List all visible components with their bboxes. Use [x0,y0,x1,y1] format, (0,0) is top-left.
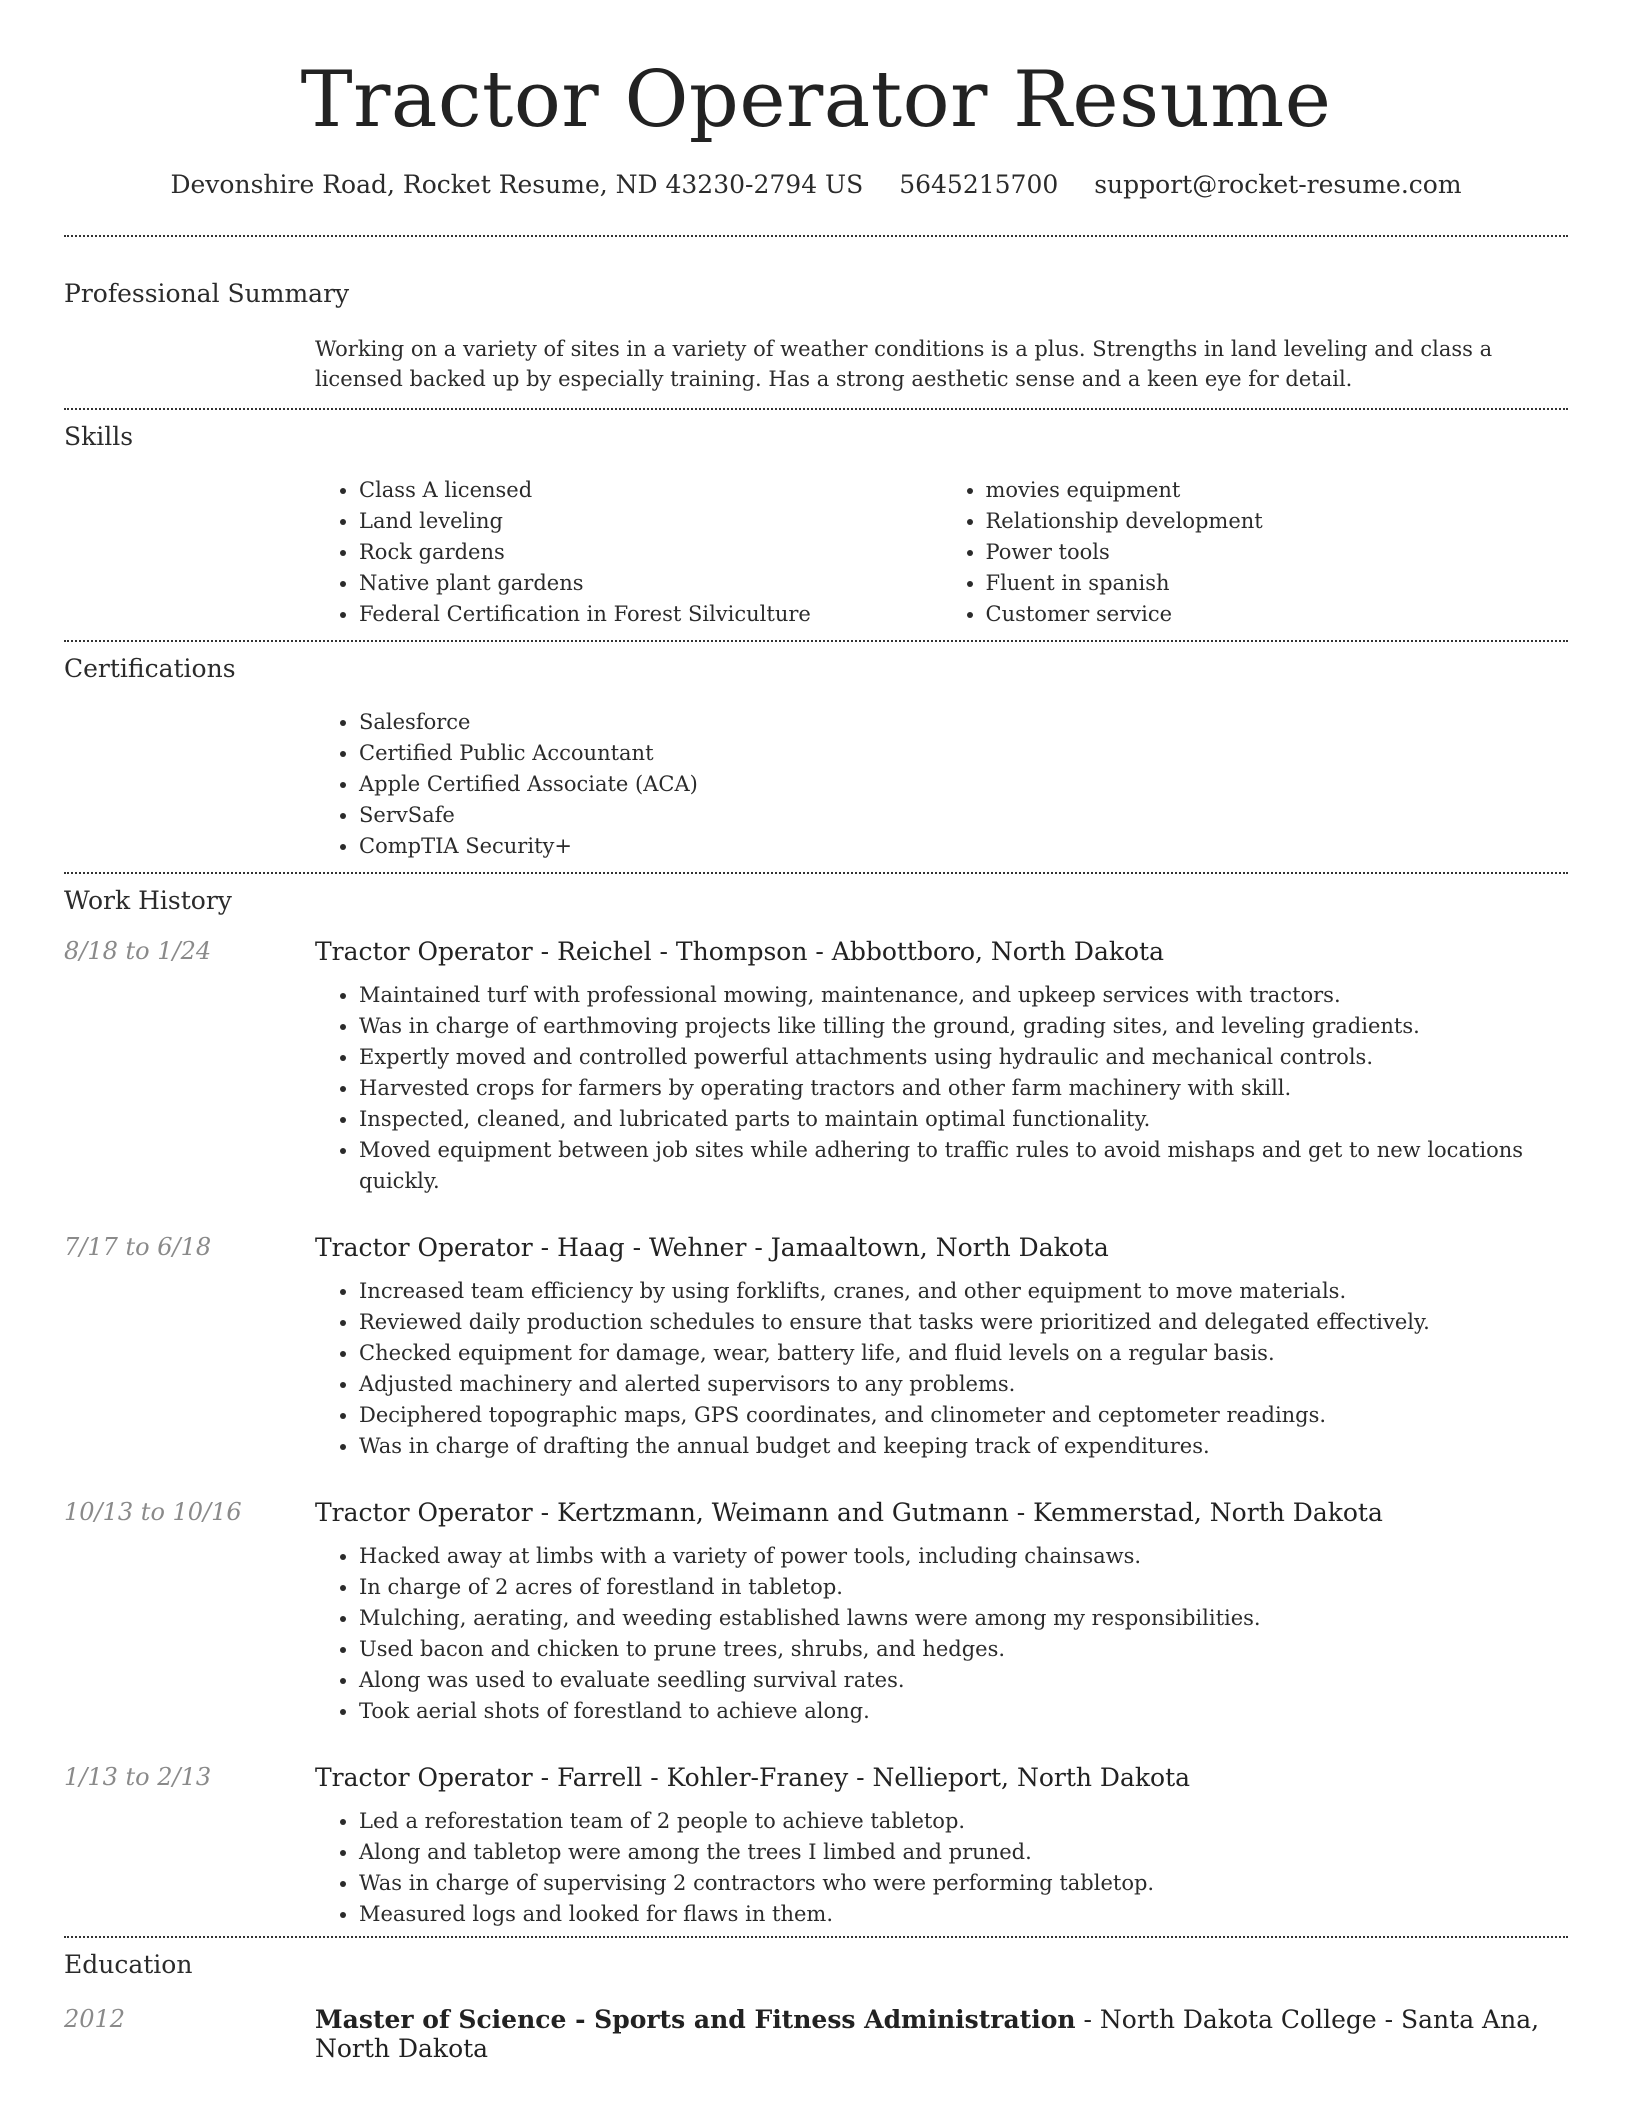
job-duties [315,980,1568,1197]
job-title: Tractor Operator - Reichel - Thompson - Abbottboro, North Dakota [315,937,1164,966]
list-item: • Land leveling [359,506,942,537]
list-item: • Measured logs and looked for flaws in them. [359,1899,1568,1930]
section-heading-skills: Skills [64,422,134,451]
job-duties-list [315,980,1568,1197]
education-year: 2012 [64,2005,126,2033]
education-degree: Master of Science - Sports and Fitness Administration [315,2005,1076,2034]
list-item: • Along and tabletop were among the trees I limbed and pruned. [359,1837,1568,1868]
contact-phone: 5645215700 [899,170,1059,199]
page-title: Tractor Operator Resume [300,55,1332,145]
list-item: • Along was used to evaluate seedling survival rates. [359,1665,1568,1696]
list-item: • Checked equipment for damage, wear, battery life, and fluid levels on a regular basis. [359,1338,1568,1369]
summary-text: Working on a variety of sites in a variety of weather conditions is a plus. Strengths in land leveling and class a licensed backed up by especially training. Has a strong aesthetic sense and a keen eye for detail. [315,337,1493,391]
job-date: 7/17 to 6/18 [64,1233,212,1261]
education-entry [64,2005,1568,2063]
job-duties-list [315,1541,1568,1727]
contact-address: Devonshire Road, Rocket Resume, ND 43230-2794 US [170,170,864,199]
resume-page [64,0,1568,2063]
skills-list-left [315,475,942,630]
certifications-section [64,654,1568,862]
divider [64,1936,1568,1938]
section-heading-work: Work History [64,886,232,915]
list-item: • ServSafe [359,800,1568,831]
job-entry [64,1233,1568,1462]
list-item: • Rock gardens [359,537,942,568]
job-date: 8/18 to 1/24 [64,937,212,965]
job-title: Tractor Operator - Kertzmann, Weimann and Gutmann - Kemmerstad, North Dakota [315,1498,1383,1527]
work-history-section [64,886,1568,1930]
job-title: Tractor Operator - Haag - Wehner - Jamaaltown, North Dakota [315,1233,1109,1262]
job-date: 10/13 to 10/16 [64,1498,242,1526]
skills-columns [315,475,1568,630]
list-item: • Took aerial shots of forestland to achieve along. [359,1696,1568,1727]
list-item: • Fluent in spanish [986,568,1569,599]
divider [64,640,1568,642]
list-item: • Reviewed daily production schedules to ensure that tasks were prioritized and delegated effectively. [359,1307,1568,1338]
list-item: • Was in charge of earthmoving projects like tilling the ground, grading sites, and leveling gradients. [359,1011,1568,1042]
contact-line [64,170,1568,199]
divider [64,408,1568,410]
list-item: • Salesforce [359,707,1568,738]
list-item: • In charge of 2 acres of forestland in tabletop. [359,1572,1568,1603]
list-item: • Inspected, cleaned, and lubricated parts to maintain optimal functionality. [359,1104,1568,1135]
job-entry [64,1763,1568,1930]
section-heading-certifications: Certifications [64,654,236,683]
list-item: • Increased team efficiency by using forklifts, cranes, and other equipment to move materials. [359,1276,1568,1307]
divider [64,235,1568,237]
list-item: • Was in charge of supervising 2 contractors who were performing tabletop. [359,1868,1568,1899]
list-item: • Harvested crops for farmers by operating tractors and other farm machinery with skill. [359,1073,1568,1104]
certifications-list [315,707,1568,862]
job-entry [64,1498,1568,1727]
job-duties-list [315,1276,1568,1462]
list-item: • Maintained turf with professional mowing, maintenance, and upkeep services with tractors. [359,980,1568,1011]
skills-list-right [942,475,1569,630]
list-item: • Relationship development [986,506,1569,537]
divider [64,872,1568,874]
list-item: • Used bacon and chicken to prune trees, shrubs, and hedges. [359,1634,1568,1665]
education-school: - North Dakota College - Santa Ana, North Dakota [315,2005,1540,2063]
job-entry [64,937,1568,1197]
list-item: • Hacked away at limbs with a variety of power tools, including chainsaws. [359,1541,1568,1572]
list-item: • Apple Certified Associate (ACA) [359,769,1568,800]
list-item: • Certified Public Accountant [359,738,1568,769]
list-item: • Customer service [986,599,1569,630]
list-item: • Class A licensed [359,475,942,506]
list-item: • Adjusted machinery and alerted supervisors to any problems. [359,1369,1568,1400]
job-title: Tractor Operator - Farrell - Kohler-Franey - Nellieport, North Dakota [315,1763,1191,1792]
job-duties [315,1806,1568,1930]
list-item: • Deciphered topographic maps, GPS coordinates, and clinometer and ceptometer readings. [359,1400,1568,1431]
list-item: • Native plant gardens [359,568,942,599]
list-item: • CompTIA Security+ [359,831,1568,862]
certifications-block [315,707,1568,862]
list-item: • movies equipment [986,475,1569,506]
education-section [64,1950,1568,2063]
contact-email: support@rocket-resume.com [1094,170,1462,199]
education-title [315,2005,1568,2063]
list-item: • Federal Certification in Forest Silviculture [359,599,942,630]
summary-section [64,279,1568,394]
list-item: • Expertly moved and controlled powerful attachments using hydraulic and mechanical controls. [359,1042,1568,1073]
list-item: • Power tools [986,537,1569,568]
list-item: • Mulching, aerating, and weeding established lawns were among my responsibilities. [359,1603,1568,1634]
section-heading-education: Education [64,1950,193,1979]
job-duties-list [315,1806,1568,1930]
list-item: • Led a reforestation team of 2 people to achieve tabletop. [359,1806,1568,1837]
skills-section [64,422,1568,630]
job-duties [315,1541,1568,1727]
list-item: • Moved equipment between job sites while adhering to traffic rules to avoid mishaps and get to new locations quickly. [359,1135,1568,1197]
job-duties [315,1276,1568,1462]
list-item: • Was in charge of drafting the annual budget and keeping track of expenditures. [359,1431,1568,1462]
section-heading-summary: Professional Summary [64,279,350,308]
job-date: 1/13 to 2/13 [64,1763,212,1791]
